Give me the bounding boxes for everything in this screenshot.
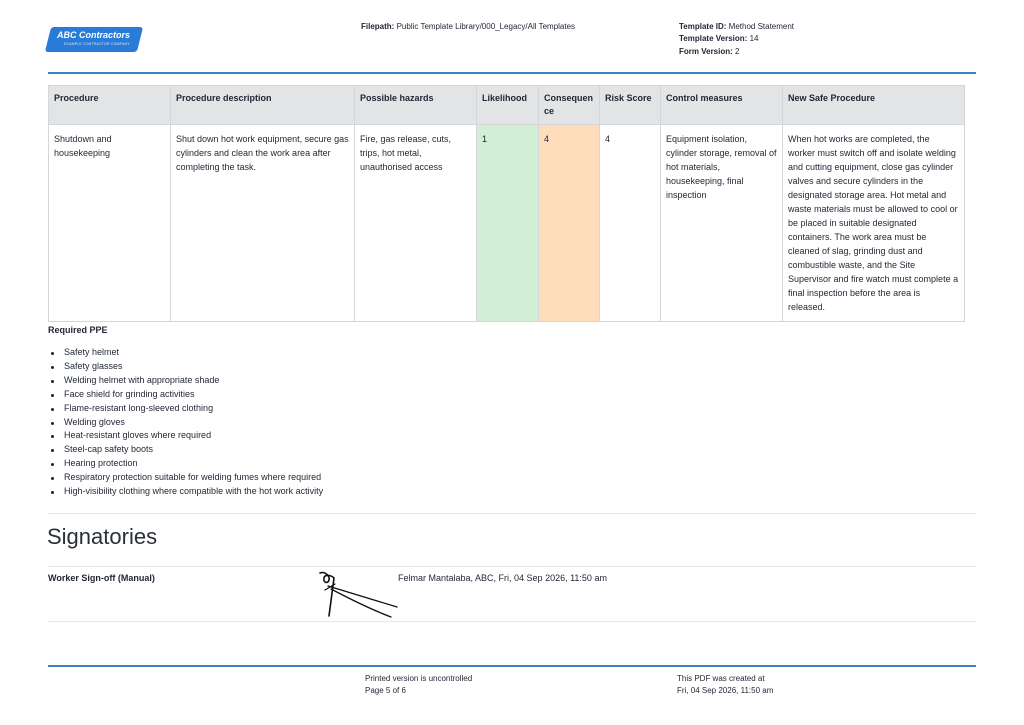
filepath-info (361, 21, 575, 33)
list-item: Welding helmet with appropriate shade (64, 374, 323, 388)
ppe-list (64, 346, 323, 499)
form-version-value: 2 (735, 46, 740, 56)
logo-tagline: EXAMPLE CONTRACTOR COMPANY (64, 42, 130, 46)
filepath-label: Filepath: (361, 22, 395, 31)
page-number: Page 5 of 6 (365, 686, 406, 696)
list-item: Safety helmet (64, 346, 323, 360)
list-item: Safety glasses (64, 360, 323, 374)
section-divider (48, 513, 976, 514)
col-new-safe-procedure: New Safe Procedure (783, 86, 965, 125)
template-id-value: Method Statement (728, 22, 795, 31)
table-row (49, 125, 965, 322)
uncontrolled-note: Printed version is uncontrolled (365, 674, 473, 683)
cell-risk-score: 4 (600, 125, 661, 322)
list-item: Welding gloves (64, 416, 323, 430)
signatory-top-divider (48, 566, 976, 567)
list-item: Flame-resistant long-sleeved clothing (64, 402, 323, 416)
created-at: Fri, 04 Sep 2026, 11:50 am (677, 686, 774, 696)
col-control-measures: Control measures (661, 86, 783, 125)
footer-divider (48, 665, 976, 667)
filepath-value: Public Template Library/000_Legacy/All Templates (396, 22, 576, 31)
template-version-value: 14 (749, 34, 759, 44)
col-procedure: Procedure (49, 86, 171, 125)
header-divider (48, 72, 976, 74)
cell-new-safe-procedure: When hot works are completed, the worker must switch off and isolate welding and cutting equipment, close gas cylinder valves and secure cylinders in the designated storage area. Hot metal and waste materials must be allowed to cool or be placed in suitable designated containers. The work area must be cleaned of slag, grinding dust and combustible waste, and the Site Supervisor and fire watch must complete a final inspection before the area is released. (783, 125, 965, 322)
signatory-bottom-divider (48, 621, 976, 622)
col-procedure-description: Procedure description (171, 86, 355, 125)
list-item: Respiratory protection suitable for welding fumes where required (64, 471, 323, 485)
cell-control-measures: Equipment isolation, cylinder storage, removal of hot materials, housekeeping, final inspection (661, 125, 783, 322)
list-item: Face shield for grinding activities (64, 388, 323, 402)
list-item: Steel-cap safety boots (64, 443, 323, 457)
page-header (0, 0, 1024, 74)
list-item: Hearing protection (64, 457, 323, 471)
cell-description: Shut down hot work equipment, secure gas cylinders and clean the work area after completing the task. (171, 125, 355, 322)
list-item: Heat-resistant gloves where required (64, 429, 323, 443)
template-id-label: Template ID: (679, 22, 727, 31)
table-header-row (49, 86, 965, 125)
col-possible-hazards: Possible hazards (355, 86, 477, 125)
signer-detail: Felmar Mantalaba, ABC, Fri, 04 Sep 2026, 11:50 am (398, 573, 607, 583)
form-version-label: Form Version: (679, 46, 733, 56)
ppe-title: Required PPE (48, 325, 108, 335)
cell-consequence: 4 (539, 125, 600, 322)
cell-likelihood: 1 (477, 125, 539, 322)
procedure-table (48, 85, 965, 322)
signer-label: Worker Sign-off (Manual) (48, 573, 155, 583)
footer-right (677, 673, 773, 698)
col-consequence: Consequen ce (539, 86, 600, 125)
col-risk-score: Risk Score (600, 86, 661, 125)
created-label: This PDF was created at (677, 674, 765, 683)
template-info (679, 21, 794, 58)
footer-left (365, 673, 472, 698)
company-logo (48, 27, 140, 52)
cell-procedure: Shutdown and housekeeping (49, 125, 171, 322)
list-item: High-visibility clothing where compatible with the hot work activity (64, 485, 323, 499)
template-version-label: Template Version: (679, 34, 748, 44)
col-likelihood: Likelihood (477, 86, 539, 125)
cell-hazards: Fire, gas release, cuts, trips, hot metal, unauthorised access (355, 125, 477, 322)
signatories-heading: Signatories (47, 524, 158, 549)
logo-name: ABC Contractors (57, 30, 131, 40)
signature-image (315, 569, 400, 621)
